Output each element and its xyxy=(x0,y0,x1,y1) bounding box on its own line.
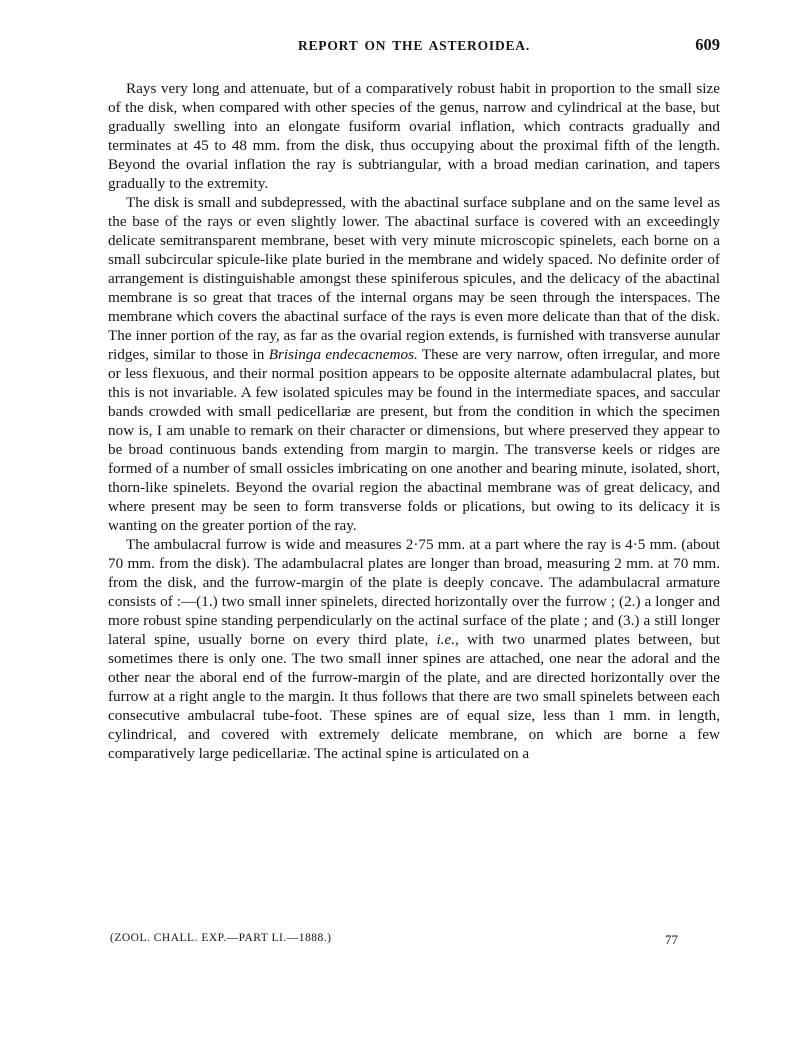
paragraph-text: The ambulacral furrow is wide and measures 2·75 mm. at a part where the ray is 4·5 mm. (about 70 mm. from the disk). The adambulacral plates are longer than broad, measuring 2 mm. at 70 mm. from the disk, and the furrow-margin of the plate is deeply concave. The adambulacral armature consists of :—(1.) two small inner spinelets, directed horizontally over the furrow ; (2.) a longer and more robust spine standing perpendicularly on the actinal surface of the plate ; and (3.) a still longer lateral spine, usually borne on every third plate, xyxy=(108,536,720,648)
italic-abbreviation: i.e., xyxy=(436,631,459,648)
paragraph-disk xyxy=(108,193,720,535)
footer-citation: (ZOOL. CHALL. EXP.—PART LI.—1888.) xyxy=(110,932,332,944)
page-header xyxy=(108,35,720,60)
species-name: Brisinga endecacnemos. xyxy=(268,346,418,363)
page-number: 609 xyxy=(695,35,720,54)
paragraph-text: Rays very long and attenuate, but of a comparatively robust habit in proportion to the small size of the disk, when compared with other species of the genus, narrow and cylindrical at the base, but gradually swelling into an elongate fusiform ovarial inflation, which contracts gradually and terminates at 45 to 48 mm. from the disk, thus occupying about the proximal fifth of the length. Beyond the ovarial inflation the ray is subtriangular, with a broad median carination, and tapers gradually to the extremity. xyxy=(108,80,720,192)
paragraph-rays xyxy=(108,79,720,193)
page-footer xyxy=(110,932,710,950)
paragraph-text: with two unarmed plates between, but sometimes there is only one. The two small inner spines are attached, one near the adoral and the other near the aboral end of the furrow-margin of the plate, and are directed horizontally over the furrow at a right angle to the margin. It thus follows that there are two small spinelets between each consecutive ambulacral tube-foot. These spines are of equal size, less than 1 mm. in length, cylindrical, and covered with extremely delicate membrane, on which are borne a few comparatively large pedicellariæ. The actinal spine is articulated on a xyxy=(108,631,721,762)
signature-mark: 77 xyxy=(665,932,678,947)
body-text xyxy=(108,79,720,763)
paragraph-text: These are very narrow, often irregular, and more or less flexuous, and their normal position appears to be opposite alternate adambulacral plates, but this is not invariable. A few isolated spicules may be found in the intermediate spaces, and saccular bands crowded with small pedicellariæ are present, but from the condition in which the specimen now is, I am unable to remark on their character or dimensions, but where preserved they appear to be broad continuous bands extending from margin to margin. The transverse keels or ridges are formed of a number of small ossicles imbricating on one another and bearing minute, isolated, short, thorn-like spinelets. Beyond the ovarial region the abactinal membrane was of great delicacy, and where present may be seen to form transverse folds or plications, but owing to its delicacy it is wanting on the greater portion of the ray. xyxy=(108,346,721,534)
running-head: REPORT ON THE ASTEROIDEA. xyxy=(297,38,531,53)
paragraph-ambulacral-furrow xyxy=(108,535,720,763)
paragraph-text: The disk is small and subdepressed, with the abactinal surface subplane and on the same level as the base of the rays or even slightly lower. The abactinal surface is covered with an exceedingly delicate semitransparent membrane, beset with very minute microscopic spinelets, each borne on a small subcircular spicule-like plate buried in the membrane and widely spaced. No definite order of arrangement is distinguishable amongst these spiniferous spicules, and the delicacy of the abactinal membrane is so great that traces of the internal organs may be seen through the interspaces. The membrane which covers the abactinal surface of the rays is even more delicate than that of the disk. The inner portion of the ray, as far as the ovarial region extends, is furnished with transverse aunular ridges, similar to those in xyxy=(108,194,720,363)
